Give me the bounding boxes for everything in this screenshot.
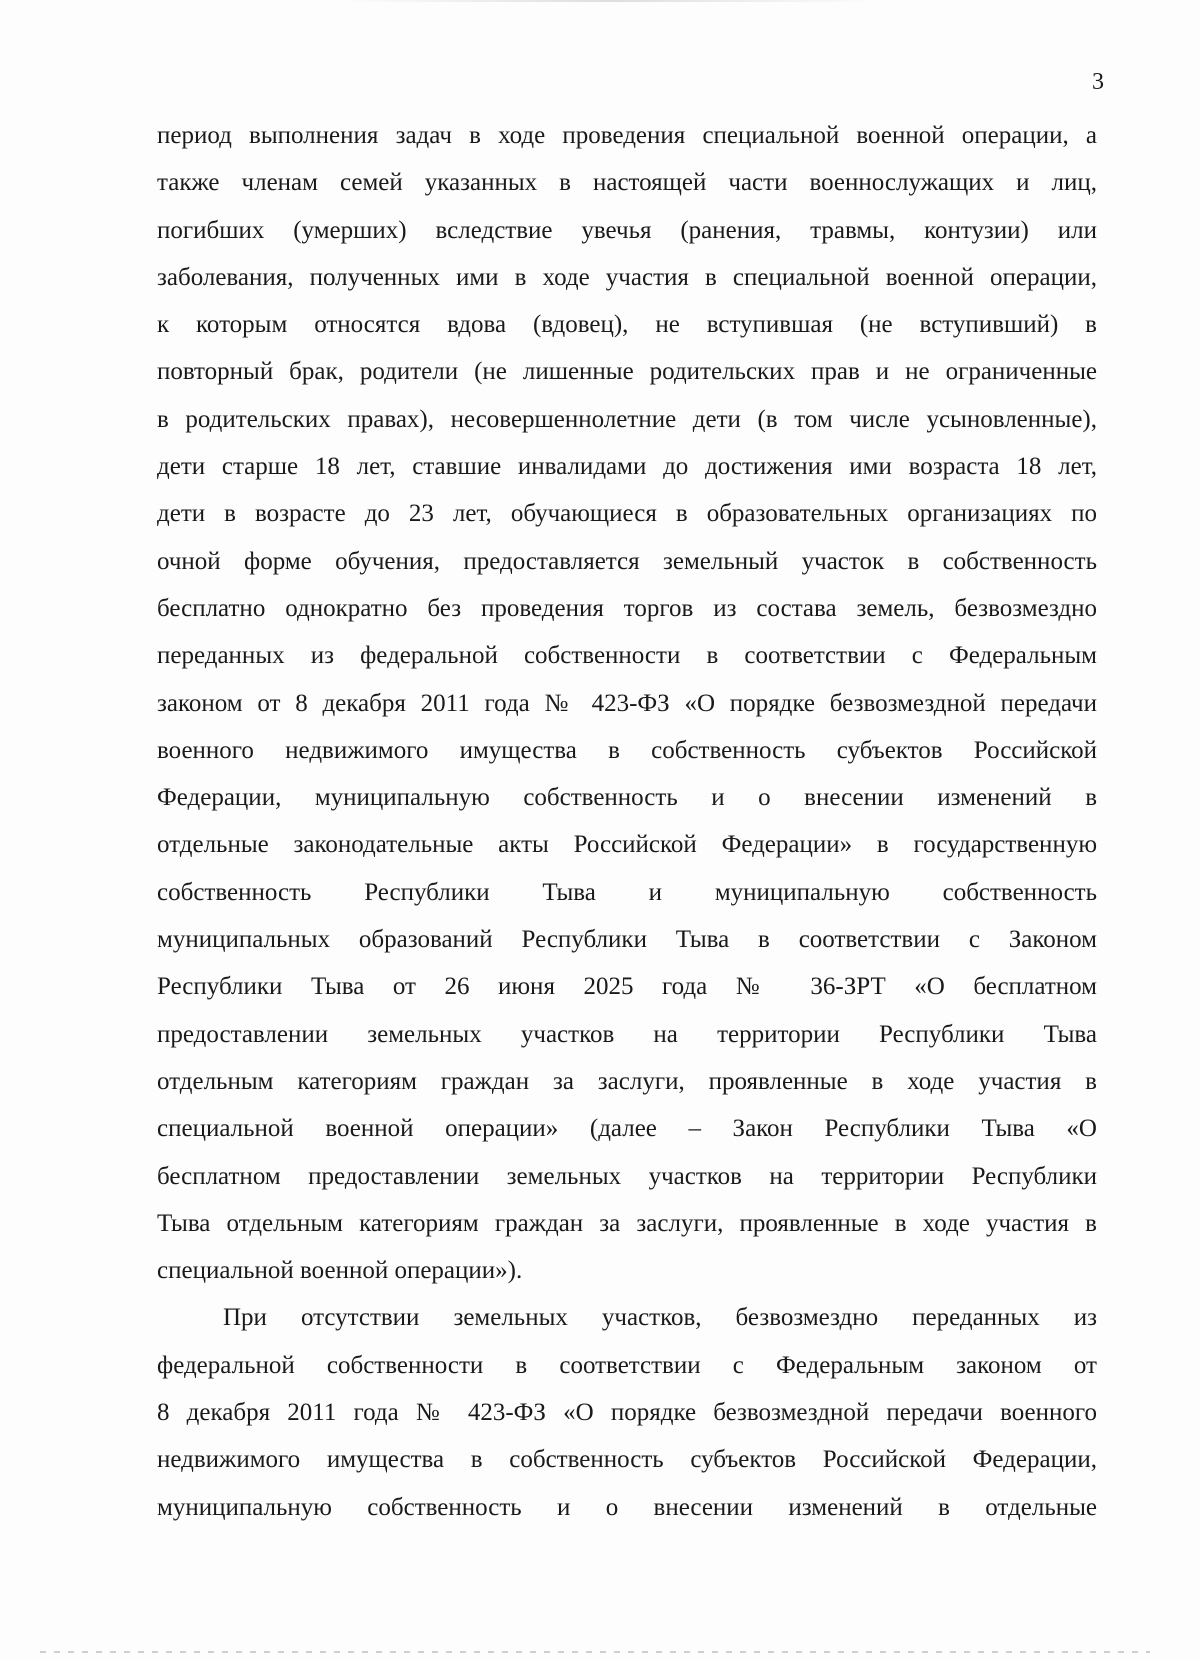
text-line: бесплатно однократно без проведения торгов из состава земель, безвозмездно <box>157 594 1097 622</box>
scan-edge-bottom <box>40 1651 1150 1653</box>
paragraph-absence-of-land <box>157 1294 1097 1530</box>
text-line: дети старше 18 лет, ставшие инвалидами до достижения ими возраста 18 лет, <box>157 453 1097 481</box>
paragraph-continuation <box>157 112 1097 1294</box>
text-line: переданных из федеральной собственности в соответствии с Федеральным <box>157 642 1097 670</box>
text-line: период выполнения задач в ходе проведения специальной военной операции, а <box>157 122 1097 149</box>
text-line: в родительских правах), несовершеннолетние дети (в том числе усыновленные), <box>157 405 1097 433</box>
text-line: предоставлении земельных участков на территории Республики Тыва <box>157 1020 1097 1048</box>
text-line: заболевания, полученных ими в ходе участия в специальной военной операции, <box>157 263 1097 291</box>
text-line: очной форме обучения, предоставляется земельный участок в собственность <box>157 547 1097 575</box>
text-line: отдельные законодательные акты Российской Федерации» в государственную <box>157 831 1097 859</box>
text-line: собственность Республики Тыва и муниципальную собственность <box>157 878 1097 906</box>
scan-edge-top <box>340 0 880 2</box>
text-line: 8 декабря 2011 года № 423-ФЗ «О порядке безвозмездной передачи военного <box>157 1399 1097 1427</box>
text-line: муниципальных образований Республики Тыва в соответствии с Законом <box>157 926 1097 954</box>
text-line: дети в возрасте до 23 лет, обучающиеся в образовательных организациях по <box>157 500 1097 528</box>
text-line: повторный брак, родители (не лишенные родительских прав и не ограниченные <box>157 358 1097 386</box>
text-line: бесплатном предоставлении земельных участков на территории Республики <box>157 1162 1097 1190</box>
text-line: Тыва отдельным категориям граждан за заслуги, проявленные в ходе участия в <box>157 1209 1097 1237</box>
text-line-last: специальной военной операции»). <box>157 1257 523 1285</box>
page-number: 3 <box>1092 69 1104 95</box>
text-line: военного недвижимого имущества в собственность субъектов Российской <box>157 736 1097 764</box>
text-line: недвижимого имущества в собственность субъектов Российской Федерации, <box>157 1446 1097 1474</box>
text-line: Республики Тыва от 26 июня 2025 года № 36-ЗРТ «О бесплатном <box>157 973 1097 1001</box>
text-line: муниципальную собственность и о внесении изменений в отдельные <box>157 1493 1097 1521</box>
text-line: отдельным категориям граждан за заслуги, проявленные в ходе участия в <box>157 1067 1097 1095</box>
text-line-indented: При отсутствии земельных участков, безвозмездно переданных из <box>223 1304 1097 1332</box>
text-line: также членам семей указанных в настоящей части военнослужащих и лиц, <box>157 169 1097 197</box>
text-line: федеральной собственности в соответствии с Федеральным законом от <box>157 1351 1097 1379</box>
text-line: Федерации, муниципальную собственность и о внесении изменений в <box>157 784 1097 812</box>
text-line: специальной военной операции» (далее – Закон Республики Тыва «О <box>157 1115 1097 1143</box>
text-line: погибших (умерших) вследствие увечья (ранения, травмы, контузии) или <box>157 216 1097 244</box>
text-line: законом от 8 декабря 2011 года № 423-ФЗ «О порядке безвозмездной передачи <box>157 689 1097 717</box>
body-text <box>157 112 1097 1531</box>
text-line: к которым относятся вдова (вдовец), не вступившая (не вступивший) в <box>157 311 1097 339</box>
